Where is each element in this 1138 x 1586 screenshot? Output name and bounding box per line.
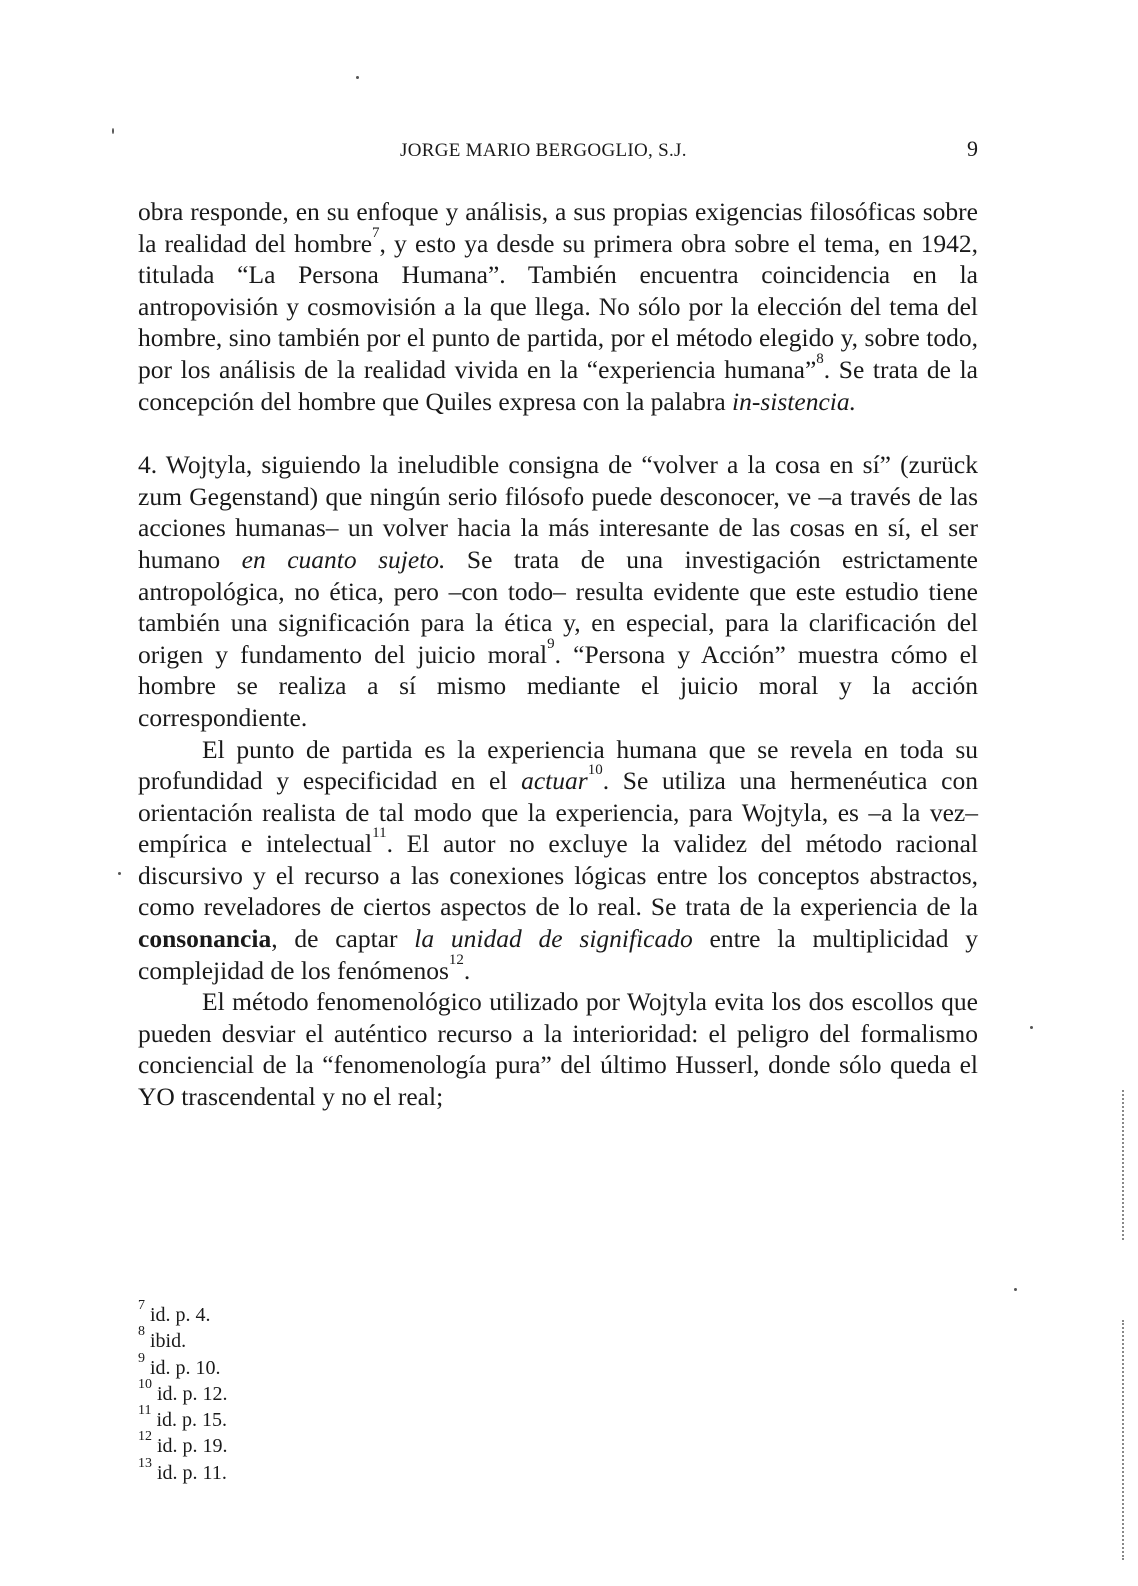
footnote-number: 8 [138, 1324, 145, 1340]
bold-text: consonancia [138, 924, 272, 954]
page-number: 9 [967, 136, 978, 161]
paragraph [138, 196, 978, 417]
text-run: El punto de partida es la experiencia humana que se revela en toda su profundidad y especificidad en el [138, 734, 978, 796]
italic-text: in-sistencia. [732, 386, 856, 416]
footnote-text: id. p. 11. [152, 1461, 227, 1484]
scan-edge-artifact [1122, 1090, 1124, 1240]
footnote-text: ibid. [145, 1330, 187, 1353]
footnote-ref: 7 [372, 224, 380, 241]
footnote [138, 1376, 228, 1407]
footnote-ref: 11 [372, 825, 387, 842]
footnote-number: 10 [138, 1376, 152, 1392]
footnote-text: id. p. 19. [152, 1435, 228, 1458]
footnote-text: id. p. 15. [151, 1409, 228, 1432]
paragraph [138, 986, 978, 1112]
footnotes [138, 1298, 228, 1486]
text-run: . “Persona y Acción” muestra cómo el hombre se realiza a sí mismo mediante el juicio moral y la acción correspondiente. [138, 639, 978, 732]
paragraph [138, 449, 978, 733]
text-run: obra responde, en su enfoque y análisis, a sus propias exigencias filosóficas sobre la realidad del hombre [138, 197, 978, 258]
footnote-text: id. p. 12. [152, 1382, 228, 1405]
scan-speck [112, 128, 114, 134]
footnote-number: 7 [138, 1298, 145, 1313]
body-text [138, 196, 978, 1113]
text-run: . [463, 955, 471, 985]
text-run: entre la multiplicidad y complejidad de los fenómenos [138, 924, 978, 985]
italic-text: actuar [521, 766, 588, 796]
footnote-ref: 12 [448, 951, 464, 968]
footnote-text: id. p. 10. [145, 1356, 221, 1379]
scan-speck [356, 76, 359, 79]
text-run: Se trata de una investigación estrictamente antropológica, no ética, pero –con todo– resulta evidente que este estudio tiene también una significación para la ética y, en especial, para la clarificación del origen y fundamento del juicio moral [138, 544, 978, 669]
italic-text: la unidad de significado [414, 924, 693, 954]
page-header [138, 136, 978, 166]
footnote [138, 1455, 228, 1486]
footnote-ref: 8 [816, 350, 824, 367]
footnote-number: 11 [138, 1403, 152, 1419]
text-run: . El autor no excluye la validez del método racional discursivo y el recurso a las conexiones lógicas entre los conceptos abstractos, como reveladores de ciertos aspectos de lo real. Se trata de la experiencia de la [138, 829, 978, 922]
footnote [138, 1324, 228, 1354]
text-run: , y esto ya desde su primera obra sobre el tema, en 1942, titulada “La Persona Humana”. También encuentra coincidencia en la antropovisión y cosmovisión a la que llega. No sólo por la elección del tema del hombre, sino también por el punto de partida, por el método elegido y, sobre todo, por los análisis de la realidad vivida en la “experiencia humana” [138, 228, 978, 384]
scan-speck [1030, 1026, 1033, 1029]
scan-speck [118, 872, 121, 875]
footnote [138, 1298, 228, 1328]
text-run: . Se trata de la concepción del hombre que Quiles expresa con la palabra [138, 354, 978, 416]
footnote-ref: 9 [547, 635, 555, 652]
text-run: , de captar [271, 924, 415, 954]
text-run: El método fenomenológico utilizado por Wojtyla evita los dos escollos que pueden desviar el auténtico recurso a la interioridad: el peligro del formalismo conciencial de la “fenomenología pura” del último Husserl, donde sólo queda el YO trascendental y no el real; [138, 987, 978, 1112]
scan-edge-artifact [1122, 1320, 1124, 1560]
footnote-number: 12 [138, 1429, 152, 1445]
footnote-number: 9 [138, 1350, 145, 1366]
running-head: JORGE MARIO BERGOGLIO, S.J. [400, 140, 687, 161]
footnote-text: id. p. 4. [145, 1304, 211, 1326]
text-run: 4. Wojtyla, siguiendo la ineludible consigna de “volver a la cosa en sí” (zurück zum Gegenstand) que ningún serio filósofo puede desconocer, ve –a través de las acciones humanas– un volver hacia la más interesante de las cosas en sí, el ser humano [138, 450, 978, 574]
paragraph [138, 734, 978, 987]
footnote-ref: 10 [587, 762, 603, 779]
footnote-number: 13 [138, 1455, 152, 1471]
text-run: . Se utiliza una hermenéutica con orientación realista de tal modo que la experiencia, para Wojtyla, es –a la vez– empírica e intelectual [138, 766, 978, 859]
italic-text: en cuanto sujeto. [241, 544, 446, 574]
scan-speck [1014, 1288, 1017, 1291]
